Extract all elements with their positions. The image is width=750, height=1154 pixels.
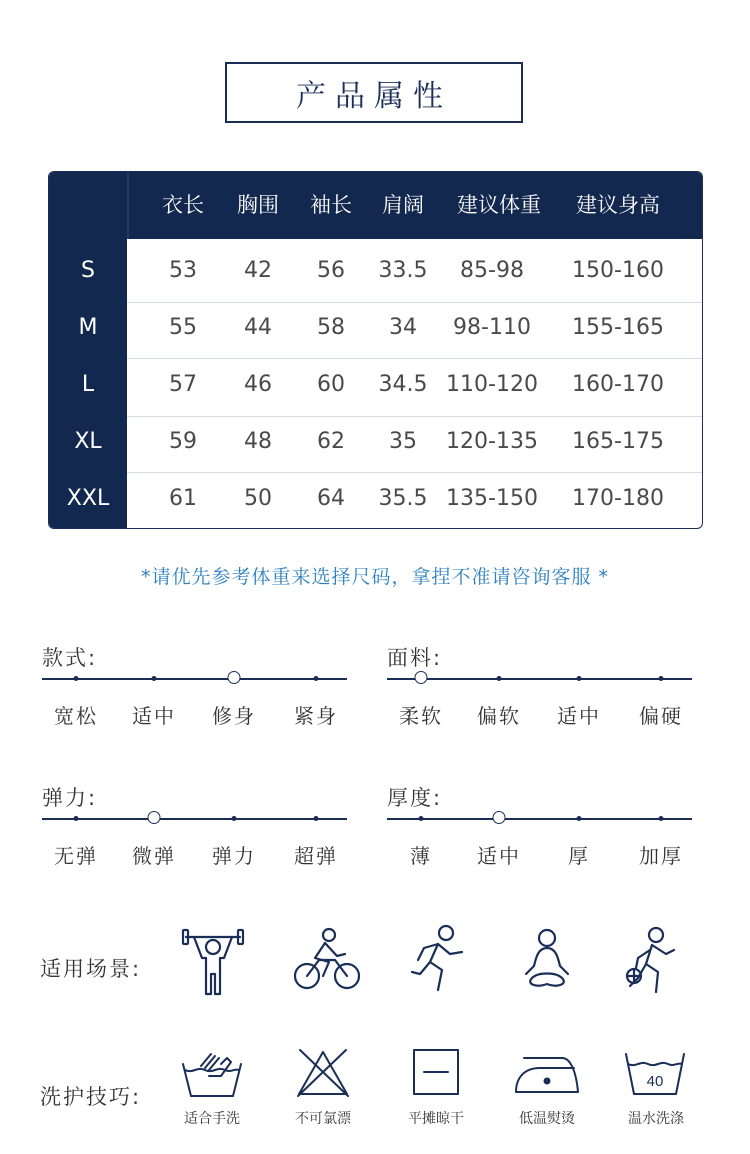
weightlifting-icon [180,926,246,998]
table-cell: 64 [317,486,345,511]
scale-option: 适中 [132,704,176,728]
row-divider [127,472,703,473]
scale-option: 无弹 [54,844,98,868]
scale-marker [577,676,582,681]
table-cell: 155-165 [572,315,664,340]
scale-option: 偏硬 [639,704,683,728]
table-cell: 135-150 [446,486,538,511]
row-divider [127,416,703,417]
scale-track [387,818,692,820]
table-cell: 56 [317,258,345,283]
scale-selected-marker [493,811,506,824]
table-cell: 110-120 [446,372,538,397]
scale-marker [74,816,79,821]
size-label: L [81,372,95,397]
scale-track [42,818,347,820]
scale-marker [577,816,582,821]
table-cell: 53 [169,258,197,283]
header-length: 衣长 [162,193,204,217]
table-cell: 165-175 [572,429,664,454]
scenes-label: 适用场景: [40,957,142,981]
header-shoulder: 肩阔 [382,193,424,217]
size-label: M [78,315,98,340]
care-caption: 不可氯漂 [295,1111,351,1127]
row-divider [127,358,703,359]
scale-option: 微弹 [132,844,176,868]
scale-option: 紧身 [294,704,338,728]
fabric-scale [387,642,692,752]
scale-option: 适中 [477,844,521,868]
hand-wash-icon [181,1050,243,1100]
sizing-note: *请优先参考体重来选择尺码，拿捏不准请咨询客服 * [140,566,610,588]
table-cell: 85-98 [460,258,524,283]
size-label: S [81,258,95,283]
table-cell: 42 [244,258,272,283]
scale-marker [314,676,319,681]
page-title: 产品属性 [225,62,523,123]
yoga-icon [518,928,576,990]
attr-label: 弹力: [42,786,98,810]
care-caption: 温水洗涤 [628,1111,684,1127]
scale-marker [497,676,502,681]
scale-option: 厚 [568,844,590,868]
cycling-icon [293,926,361,990]
care-label: 洗护技巧: [40,1085,142,1109]
style-scale [42,642,347,752]
size-label: XXL [66,486,110,511]
row-divider [127,302,703,303]
scale-option: 适中 [557,704,601,728]
header-sleeve: 袖长 [310,193,352,217]
scale-option: 加厚 [639,844,683,868]
scale-option: 柔软 [399,704,443,728]
low-iron-icon [514,1050,580,1096]
header-weight: 建议体重 [457,193,541,217]
care-caption: 适合手洗 [184,1111,240,1127]
scale-marker [74,676,79,681]
scale-option: 宽松 [54,704,98,728]
attr-label: 厚度: [387,786,443,810]
table-cell: 48 [244,429,272,454]
attr-label: 款式: [42,646,98,670]
scale-option: 修身 [212,704,256,728]
dry-flat-icon [412,1048,460,1096]
table-cell: 50 [244,486,272,511]
table-cell: 46 [244,372,272,397]
table-cell: 34 [389,315,417,340]
scale-track [387,678,692,680]
basketball-icon [622,926,682,994]
no-bleach-icon [296,1048,350,1098]
table-cell: 60 [317,372,345,397]
scale-selected-marker [415,671,428,684]
elasticity-scale [42,782,347,892]
table-cell: 34.5 [378,372,428,397]
table-cell: 55 [169,315,197,340]
scale-track [42,678,347,680]
care-caption: 平摊晾干 [408,1111,464,1127]
scale-option: 偏软 [477,704,521,728]
scale-selected-marker [228,671,241,684]
header-height: 建议身高 [576,193,660,217]
table-cell: 120-135 [446,429,538,454]
table-cell: 98-110 [453,315,531,340]
scale-option: 超弹 [294,844,338,868]
care-caption: 低温熨烫 [519,1111,575,1127]
size-label: XL [74,429,102,454]
scale-marker [659,816,664,821]
table-cell: 150-160 [572,258,664,283]
running-icon [408,924,470,994]
scale-marker [419,816,424,821]
table-cell: 35 [389,429,417,454]
table-cell: 33.5 [378,258,428,283]
table-cell: 35.5 [378,486,428,511]
table-cell: 170-180 [572,486,664,511]
scale-selected-marker [148,811,161,824]
scale-marker [232,816,237,821]
table-cell: 62 [317,429,345,454]
scale-marker [659,676,664,681]
table-cell: 57 [169,372,197,397]
scale-marker [152,676,157,681]
thickness-scale [387,782,692,892]
scale-option: 薄 [410,844,432,868]
table-cell: 61 [169,486,197,511]
header-chest: 胸围 [237,193,279,217]
size-table [48,171,703,529]
table-cell: 44 [244,315,272,340]
table-cell: 160-170 [572,372,664,397]
scale-marker [314,816,319,821]
warm-wash-icon [624,1050,686,1098]
wash-temp: 40 [646,1073,664,1090]
attr-label: 面料: [387,646,443,670]
table-cell: 58 [317,315,345,340]
scale-option: 弹力 [212,844,256,868]
table-cell: 59 [169,429,197,454]
